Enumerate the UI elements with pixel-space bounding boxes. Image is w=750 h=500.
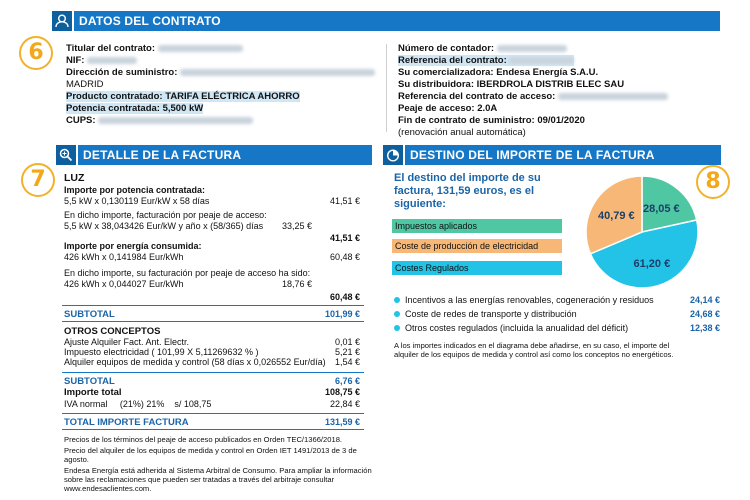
peaje-pot-val: 33,25 € (281, 221, 312, 231)
potencia-total: 41,51 € (329, 233, 360, 243)
producto-contratado: Producto contratado: TARIFA ELÉCTRICA AHORRO (66, 91, 300, 102)
iva-val: 22,84 € (329, 399, 360, 409)
peaje-en-head: En dicho importe, su facturación por peaje de acceso ha sido: (64, 268, 311, 278)
alquiler-val: 1,54 € (334, 357, 360, 367)
nif-redacted (87, 57, 137, 64)
bullet-redes (394, 311, 400, 317)
destino-footnote-2: alquiler de los equipos de medida y control así como los conceptos no energéticos. (394, 350, 674, 359)
peaje-pot-head: En dicho importe, facturación por peaje de acceso: (64, 210, 267, 220)
comercializadora: Su comercializadora: Endesa Energía S.A.U. (398, 67, 599, 78)
potencia-calc: 5,5 kW x 0,130119 Eur/kW x 58 días (64, 196, 210, 206)
magnifier-icon (56, 145, 78, 165)
legend-impuestos: Impuestos aplicados (392, 219, 562, 233)
item-incentivos-label: Incentivos a las energías renovables, cogeneración y residuos (405, 295, 654, 305)
subtotal2-rule (62, 372, 364, 373)
energia-val: 60,48 € (329, 252, 360, 262)
importe-total-label: Importe total (64, 387, 122, 398)
contador-label: Número de contador: (398, 43, 567, 54)
impuesto-label: Impuesto electricidad ( 101,99 X 5,11269632 % ) (64, 347, 259, 357)
direccion-city: MADRID (66, 79, 104, 90)
energia-calc: 426 kWh x 0,141984 Eur/kWh (64, 252, 184, 262)
item-incentivos-val: 24,14 € (689, 295, 720, 305)
distribuidora: Su distribuidora: IBERDROLA DISTRIB ELEC SAU (398, 79, 625, 90)
subtotal1-rule (62, 305, 364, 306)
renovacion: (renovación anual automática) (398, 127, 526, 138)
pie-label-2: 40,79 € (597, 209, 635, 222)
note-peaje: Precios de los términos del peaje de acceso publicados en Orden TEC/1366/2018. (64, 435, 343, 444)
legend-produccion: Coste de producción de electricidad (392, 239, 562, 253)
ref-acceso-label: Referencia del contrato de acceso: (398, 91, 668, 102)
contrato-divider (386, 44, 387, 132)
item-redes-val: 24,68 € (689, 309, 720, 319)
note-alquiler-1: Precio del alquiler de los equipos de medida y control en Orden IET 1491/2013 de 3 de (64, 446, 357, 455)
destino-footnote-1: A los importes indicados en el diagrama debe añadirse, en su caso, el importe del (394, 341, 670, 350)
titular-label: Titular del contrato: (66, 43, 243, 54)
otros-head: OTROS CONCEPTOS (64, 326, 161, 337)
total-val: 131,59 € (324, 417, 360, 427)
ref-acceso-redacted (558, 93, 668, 100)
item-otros-label: Otros costes regulados (incluida la anualidad del déficit) (405, 323, 629, 333)
destino-header (383, 145, 721, 165)
bullet-otros (394, 325, 400, 331)
peaje-en-val: 18,76 € (281, 279, 312, 289)
subtotal1-label: SUBTOTAL (64, 309, 115, 320)
importe-total-val: 108,75 € (324, 387, 360, 397)
total-rule (62, 413, 364, 414)
destino-title: DESTINO DEL IMPORTE DE LA FACTURA (410, 148, 655, 162)
cups-redacted (98, 117, 253, 124)
legend-regulados: Costes Regulados (392, 261, 562, 275)
iva-label: IVA normal (21%) 21% s/ 108,75 (64, 399, 212, 409)
note-arbitraje-1: Endesa Energía está adherida al Sistema Arbitral de Consumo. Para ampliar la información (64, 466, 372, 475)
note-alquiler-2: agosto. (64, 455, 89, 464)
destino-intro-2: factura, 131,59 euros, es el (394, 185, 535, 197)
direccion-label: Dirección de suministro: (66, 67, 375, 78)
badge-eight: 8 (696, 165, 730, 199)
detalle-header (56, 145, 372, 165)
peaje-en-calc: 426 kWh x 0,044027 Eur/kWh (64, 279, 184, 289)
contrato-title: DATOS DEL CONTRATO (79, 14, 221, 28)
badge-six: 6 (19, 36, 53, 70)
pie-chart-icon (383, 145, 405, 165)
total-rule-bottom (62, 429, 364, 430)
alquiler-label: Alquiler equipos de medida y control (58 días x 0,026552 Eur/día) (64, 357, 326, 367)
note-arbitraje-3: www.endesaclientes.com. (64, 484, 152, 493)
user-icon (52, 11, 74, 31)
referencia-label: Referencia del contrato: (398, 55, 574, 66)
energia-total: 60,48 € (329, 292, 360, 302)
ajuste-val: 0,01 € (334, 337, 360, 347)
bullet-incentivos (394, 297, 400, 303)
subtotal1-rule-bottom (62, 321, 364, 322)
contrato-header (52, 11, 720, 31)
titular-redacted (158, 45, 243, 52)
peaje-acceso: Peaje de acceso: 2.0A (398, 103, 498, 114)
direccion-redacted (180, 69, 375, 76)
potencia-head: Importe por potencia contratada: (64, 185, 206, 195)
note-arbitraje-2: sobre las reclamaciones que pueden ser tratadas a través del arbitraje consultar (64, 475, 335, 484)
potencia-val: 41,51 € (329, 196, 360, 206)
item-redes-label: Coste de redes de transporte y distribución (405, 309, 577, 319)
badge-seven: 7 (21, 163, 55, 197)
ajuste-label: Ajuste Alquiler Fact. Ant. Electr. (64, 337, 190, 347)
contador-redacted (497, 45, 567, 52)
subtotal2-label: SUBTOTAL (64, 376, 115, 387)
energia-head: Importe por energía consumida: (64, 241, 202, 251)
item-otros-val: 12,38 € (689, 323, 720, 333)
detalle-title: DETALLE DE LA FACTURA (83, 148, 242, 162)
destino-intro-1: El destino del importe de su (394, 172, 541, 184)
pie-label-1: 61,20 € (633, 257, 671, 270)
cups-label: CUPS: (66, 115, 253, 126)
pie-label-0: 28,05 € (642, 203, 680, 216)
nif-label: NIF: (66, 55, 137, 66)
total-label: TOTAL IMPORTE FACTURA (64, 417, 189, 428)
impuesto-val: 5,21 € (334, 347, 360, 357)
destino-intro-3: siguiente: (394, 198, 446, 210)
peaje-pot-calc: 5,5 kW x 38,043426 Eur/kW y año x (58/365) días (64, 221, 264, 231)
subtotal2-val: 6,76 € (334, 376, 360, 386)
luz-heading: LUZ (64, 172, 85, 184)
subtotal1-val: 101,99 € (324, 309, 360, 319)
fin-contrato: Fin de contrato de suministro: 09/01/2020 (398, 115, 585, 126)
potencia-contratada: Potencia contratada: 5,500 kW (66, 103, 204, 114)
referencia-redacted (509, 57, 574, 64)
